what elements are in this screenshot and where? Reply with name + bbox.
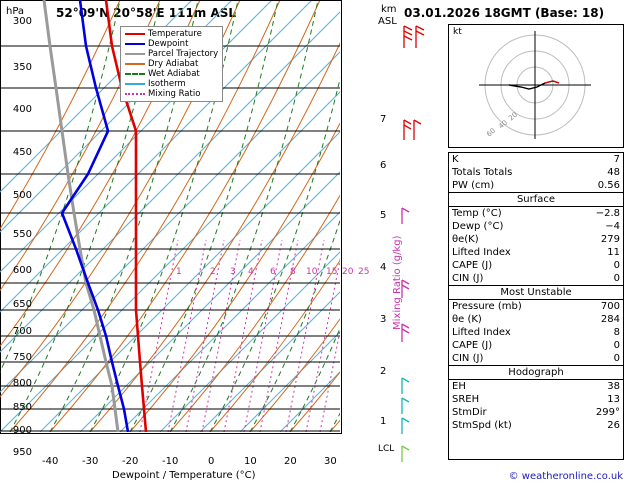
legend-swatch-isotherm: [125, 83, 145, 85]
index-label: CAPE (J): [452, 260, 493, 271]
x-tick: -30: [82, 456, 99, 467]
height-tick: 4: [380, 262, 387, 273]
index-value: −4: [605, 221, 620, 232]
index-value: 0: [613, 353, 620, 364]
index-label: Lifted Index: [452, 247, 511, 258]
index-label: EH: [452, 381, 466, 392]
mixing-ratio-label: 2: [210, 267, 216, 277]
height-tick: 2: [380, 366, 387, 377]
index-value: 8: [613, 327, 620, 338]
index-value: 299°: [595, 407, 620, 418]
pressure-tick: 400: [12, 104, 32, 115]
mixing-ratio-label: 8: [290, 267, 296, 277]
x-tick: -10: [162, 456, 179, 467]
table-row: [449, 300, 623, 314]
index-value: 279: [600, 234, 620, 245]
station-title: 52°09'N 20°58'E 111m ASL: [56, 6, 237, 20]
mixing-ratio-label: 10: [306, 267, 318, 277]
legend-label: Mixing Ratio: [148, 89, 201, 99]
height-tick: 3: [380, 314, 387, 325]
index-value: 48: [607, 167, 620, 178]
index-value: 0: [613, 340, 620, 351]
table-row: [449, 233, 623, 246]
datetime-title: 03.01.2026 18GMT (Base: 18): [404, 6, 605, 20]
legend-item: [125, 69, 218, 79]
index-label: θe(K): [452, 234, 479, 245]
index-label: SREH: [452, 394, 480, 405]
index-label: θe (K): [452, 314, 482, 325]
pressure-tick: 650: [12, 299, 32, 310]
legend-swatch-temperature: [125, 33, 145, 35]
section-header-hodograph: Hodograph: [449, 366, 623, 380]
svg-text:40: 40: [497, 118, 510, 131]
table-row: [449, 246, 623, 259]
indices-table: [449, 153, 623, 432]
x-tick: 10: [244, 456, 257, 467]
km-label: km: [381, 4, 397, 15]
table-row: [449, 207, 623, 221]
pressure-tick: 550: [12, 229, 32, 240]
pressure-tick: 700: [12, 326, 32, 337]
pressure-tick: 950: [12, 447, 32, 458]
legend-swatch-parcel: [125, 53, 145, 55]
pressure-tick: 300: [12, 16, 32, 27]
table-row: [449, 220, 623, 233]
index-value: 284: [600, 314, 620, 325]
height-tick: 1: [380, 416, 387, 427]
pressure-tick: 500: [12, 190, 32, 201]
index-value: 13: [607, 394, 620, 405]
index-label: StmSpd (kt): [452, 420, 512, 431]
legend-label: Wet Adiabat: [148, 69, 200, 79]
legend-swatch-dry-adiabat: [125, 63, 145, 65]
index-value: 0.56: [597, 180, 620, 191]
index-label: Pressure (mb): [452, 301, 522, 312]
watermark: © weatheronline.co.uk: [508, 471, 623, 482]
x-tick: -40: [42, 456, 59, 467]
table-row: [449, 339, 623, 352]
table-row: [449, 153, 623, 166]
table-row: [449, 259, 623, 272]
table-row: [449, 166, 623, 179]
pressure-tick: 750: [12, 352, 32, 363]
table-row: [449, 352, 623, 366]
legend-item: [125, 39, 218, 49]
mixing-ratio-label: 25: [358, 267, 370, 277]
hodograph-panel: [448, 24, 624, 148]
pressure-tick-labels: [0, 16, 34, 458]
index-label: Dewp (°C): [452, 221, 504, 232]
asl-label: ASL: [378, 16, 397, 27]
legend-item: [125, 59, 218, 69]
table-row: [449, 393, 623, 406]
index-value: 700: [600, 301, 620, 312]
index-value: 0: [613, 260, 620, 271]
index-value: 11: [607, 247, 620, 258]
legend-swatch-mixing-ratio: [125, 93, 145, 95]
pressure-tick: 900: [12, 425, 32, 436]
table-row: [449, 179, 623, 193]
mixing-ratio-label: 4: [248, 267, 254, 277]
table-row: [449, 380, 623, 394]
legend-item: [125, 79, 218, 89]
legend-swatch-wet-adiabat: [125, 73, 145, 75]
pressure-tick: 600: [12, 265, 32, 276]
mixing-ratio-label: 20: [342, 267, 354, 277]
legend-swatch-dewpoint: [125, 43, 145, 45]
index-label: Lifted Index: [452, 327, 511, 338]
table-row: [449, 313, 623, 326]
legend-item: [125, 89, 218, 99]
index-label: CIN (J): [452, 273, 484, 284]
mixing-ratio-label: 3: [230, 267, 236, 277]
index-label: Totals Totals: [452, 167, 513, 178]
index-label: PW (cm): [452, 180, 495, 191]
section-header-surface: Surface: [449, 193, 623, 207]
pressure-tick: 800: [12, 378, 32, 389]
mixing-ratio-label: 1: [176, 267, 182, 277]
pressure-tick: 850: [12, 402, 32, 413]
index-label: K: [452, 154, 459, 165]
index-label: CIN (J): [452, 353, 484, 364]
index-label: Temp (°C): [452, 208, 502, 219]
x-tick: 0: [208, 456, 215, 467]
table-row: [449, 326, 623, 339]
legend-label: Dry Adiabat: [148, 59, 199, 69]
hpa-axis-label: hPa: [6, 6, 25, 17]
index-value: 38: [607, 381, 620, 392]
pressure-tick: 450: [12, 147, 32, 158]
index-value: 26: [607, 420, 620, 431]
svg-text:20: 20: [507, 110, 520, 123]
x-axis-label: Dewpoint / Temperature (°C): [112, 470, 256, 481]
lcl-label: LCL: [378, 444, 395, 454]
mixing-ratio-axis-label: Mixing Ratio (g/kg): [392, 235, 403, 330]
legend-label: Dewpoint: [148, 39, 189, 49]
index-label: CAPE (J): [452, 340, 493, 351]
x-tick: 20: [284, 456, 297, 467]
hodograph-unit-label: kt: [453, 27, 462, 37]
mixing-ratio-label: 6: [270, 267, 276, 277]
height-tick: 6: [380, 160, 387, 171]
height-tick: 5: [380, 210, 387, 221]
index-value: −2.8: [595, 208, 620, 219]
table-row: [449, 419, 623, 432]
index-value: 0: [613, 273, 620, 284]
legend-item: [125, 49, 218, 59]
legend-label: Parcel Trajectory: [148, 49, 219, 59]
chart-legend: [120, 26, 223, 102]
pressure-tick: 350: [12, 62, 32, 73]
index-value: 7: [613, 154, 620, 165]
indices-panel: [448, 152, 624, 460]
svg-text:60: 60: [485, 126, 498, 139]
legend-label: Isotherm: [148, 79, 186, 89]
legend-item: [125, 29, 218, 39]
x-tick: 30: [324, 456, 337, 467]
index-label: StmDir: [452, 407, 487, 418]
section-header-most-unstable: Most Unstable: [449, 286, 623, 300]
table-row: [449, 406, 623, 419]
legend-label: Temperature: [148, 29, 202, 39]
mixing-ratio-label: 15: [326, 267, 338, 277]
height-tick: 7: [380, 114, 387, 125]
table-row: [449, 272, 623, 286]
x-tick: -20: [122, 456, 139, 467]
